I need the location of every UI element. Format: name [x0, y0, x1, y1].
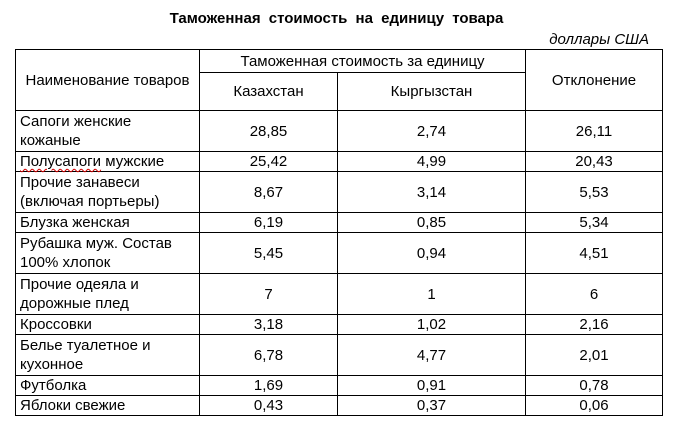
table-row — [16, 315, 663, 335]
table-row — [16, 376, 663, 396]
value-kazakhstan: 6,78 — [200, 335, 338, 376]
header-goods-name: Наименование товаров — [16, 50, 200, 111]
currency-unit: доллары США — [549, 31, 649, 48]
table-row — [16, 335, 663, 376]
value-kyrgyzstan: 4,77 — [338, 335, 526, 376]
value-kazakhstan: 5,45 — [200, 233, 338, 274]
value-deviation: 2,16 — [526, 315, 663, 335]
goods-name-misspelled-word: Полусапоги — [20, 153, 102, 170]
header-kazakhstan: Казахстан — [200, 73, 338, 111]
goods-name: Сапоги женские кожаные — [16, 111, 200, 152]
value-deviation: 2,01 — [526, 335, 663, 376]
goods-name: Прочие занавеси (включая портьеры) — [16, 172, 200, 213]
value-kazakhstan: 25,42 — [200, 152, 338, 172]
table-row — [16, 213, 663, 233]
document-title: Таможенная стоимость на единицу товара — [169, 10, 504, 27]
header-customs-value: Таможенная стоимость за единицу — [200, 50, 526, 73]
value-kazakhstan: 8,67 — [200, 172, 338, 213]
value-kyrgyzstan: 0,85 — [338, 213, 526, 233]
value-kazakhstan: 3,18 — [200, 315, 338, 335]
goods-name: Рубашка муж. Состав 100% хлопок — [16, 233, 200, 274]
goods-name: Кроссовки — [16, 315, 200, 335]
value-deviation: 6 — [526, 274, 663, 315]
customs-value-table — [15, 49, 663, 416]
goods-name-rest: мужские — [101, 153, 165, 170]
value-kyrgyzstan: 3,14 — [338, 172, 526, 213]
table-row — [16, 111, 663, 152]
table-row — [16, 396, 663, 416]
goods-name: Прочие одеяла и дорожные плед — [16, 274, 200, 315]
value-kazakhstan: 1,69 — [200, 376, 338, 396]
value-deviation: 5,34 — [526, 213, 663, 233]
value-kyrgyzstan: 0,94 — [338, 233, 526, 274]
goods-name — [16, 152, 200, 172]
value-deviation: 4,51 — [526, 233, 663, 274]
value-deviation: 26,11 — [526, 111, 663, 152]
table-row — [16, 172, 663, 213]
value-kyrgyzstan: 0,91 — [338, 376, 526, 396]
value-kazakhstan: 6,19 — [200, 213, 338, 233]
value-deviation: 5,53 — [526, 172, 663, 213]
goods-name: Белье туалетное и кухонное — [16, 335, 200, 376]
value-deviation: 0,78 — [526, 376, 663, 396]
value-kyrgyzstan: 2,74 — [338, 111, 526, 152]
value-kyrgyzstan: 0,37 — [338, 396, 526, 416]
value-kazakhstan: 0,43 — [200, 396, 338, 416]
value-kyrgyzstan: 4,99 — [338, 152, 526, 172]
value-kyrgyzstan: 1 — [338, 274, 526, 315]
value-kazakhstan: 28,85 — [200, 111, 338, 152]
value-deviation: 0,06 — [526, 396, 663, 416]
table-row — [16, 274, 663, 315]
table-row — [16, 233, 663, 274]
goods-name: Яблоки свежие — [16, 396, 200, 416]
header-deviation: Отклонение — [526, 50, 663, 111]
table-row — [16, 152, 663, 172]
value-deviation: 20,43 — [526, 152, 663, 172]
header-kyrgyzstan: Кыргызстан — [338, 73, 526, 111]
value-kazakhstan: 7 — [200, 274, 338, 315]
goods-name: Блузка женская — [16, 213, 200, 233]
value-kyrgyzstan: 1,02 — [338, 315, 526, 335]
goods-name: Футболка — [16, 376, 200, 396]
